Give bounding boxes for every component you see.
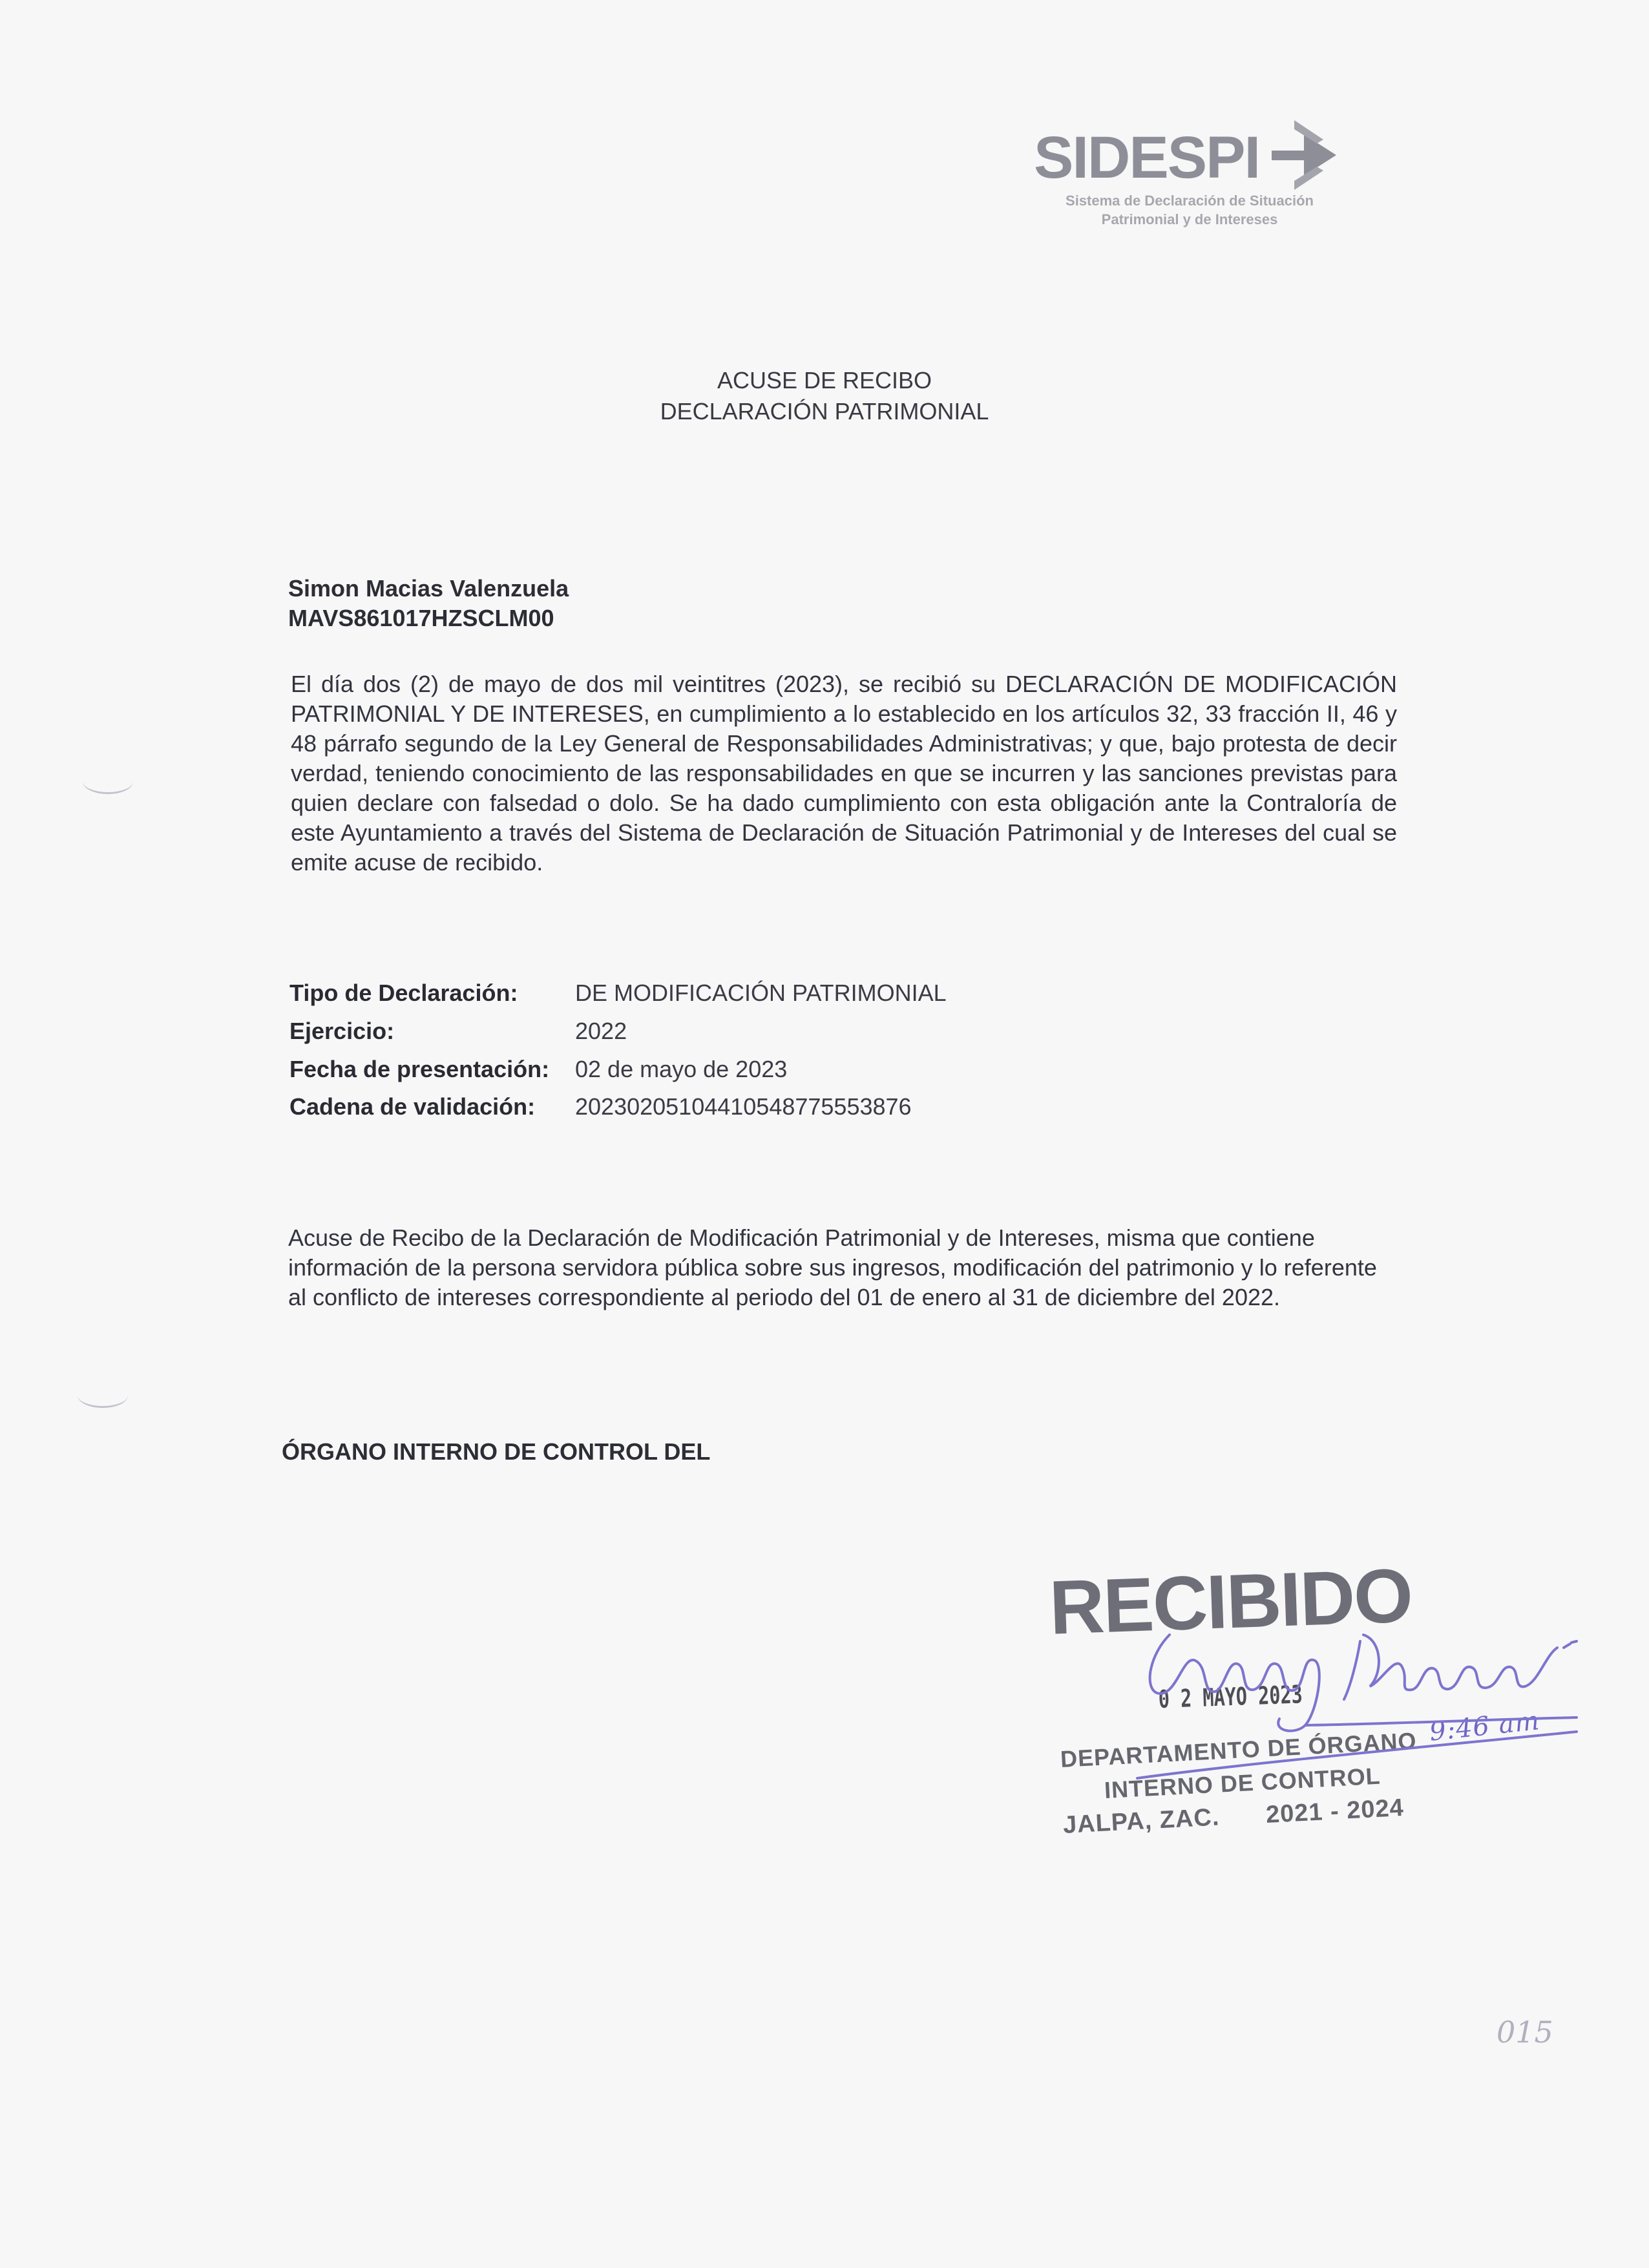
detail-label: Ejercicio: (289, 1018, 395, 1044)
document-title: ACUSE DE RECIBO (717, 367, 932, 394)
logo-subtitle (1038, 191, 1341, 229)
detail-value: 02 de mayo de 2023 (575, 1056, 788, 1082)
summary-paragraph: Acuse de Recibo de la Declaración de Modificación Patrimonial y de Intereses, misma que contiene información de la persona servidora pública sobre sus ingresos, modificación del patrimonio y lo referente al conflicto de intereses correspondiente al periodo del 01 de enero al 31 de diciembre del 2022. (288, 1224, 1377, 1310)
double-arrow-icon (1265, 115, 1346, 196)
declarant-name: Simon Macias Valenzuela (288, 575, 569, 602)
stamp-line: JALPA, ZAC. (1062, 1803, 1221, 1839)
detail-label: Tipo de Declaración: (289, 980, 518, 1006)
stamp-term: 2021 - 2024 (1265, 1794, 1405, 1829)
sidespi-logo (1034, 115, 1344, 238)
detail-label: Cadena de validación: (289, 1093, 536, 1120)
organo-heading: ÓRGANO INTERNO DE CONTROL DEL (282, 1438, 711, 1465)
handwritten-signature (1111, 1615, 1602, 1809)
detail-label: Fecha de presentación: (289, 1056, 550, 1082)
received-stamp (1034, 1553, 1615, 1839)
stamp-line: INTERNO DE CONTROL (1104, 1762, 1381, 1803)
detail-value: 20230205104410548775553876 (575, 1093, 912, 1120)
detail-value: DE MODIFICACIÓN PATRIMONIAL (575, 980, 947, 1006)
stamp-line: DEPARTAMENTO DE ÓRGANO (1060, 1727, 1418, 1772)
body-paragraph: El día dos (2) de mayo de dos mil veintitres (2023), se recibió su DECLARACIÓN DE MODIFICACIÓN PATRIMONIAL Y DE INTERESES, en cumplimiento a lo establecido en los artículos 32, 33 fracción II, 46 y 48 párrafo segundo de la Ley General de Responsabilidades Administrativas; y que, bajo protesta de decir verdad, teniendo conocimiento de las responsabilidades en que se incurren y las sanciones previstas para quien declare con falsedad o dolo. Se ha dado cumplimiento con esta obligación ante la Contraloría de este Ayuntamiento a través del Sistema de Declaración de Situación Patrimonial y de Intereses del cual se emite acuse de recibido. (291, 671, 1397, 876)
declarant-id: MAVS861017HZSCLM00 (288, 605, 554, 631)
handwritten-time: 9:46 am (1428, 1706, 1542, 1747)
stamp-date: 0 2 MAYO 2023 (1158, 1680, 1303, 1714)
punch-hole-mark (78, 1383, 128, 1408)
logo-subtitle-line: Patrimonial y de Intereses (1101, 211, 1278, 227)
detail-value: 2022 (575, 1018, 627, 1044)
document-subtitle: DECLARACIÓN PATRIMONIAL (660, 398, 989, 425)
logo-wordmark: SIDESPI (1034, 125, 1260, 191)
stamp-title: RECIBIDO (1047, 1553, 1414, 1651)
logo-subtitle-line: Sistema de Declaración de Situación (1066, 193, 1314, 209)
punch-hole-mark (83, 769, 133, 794)
